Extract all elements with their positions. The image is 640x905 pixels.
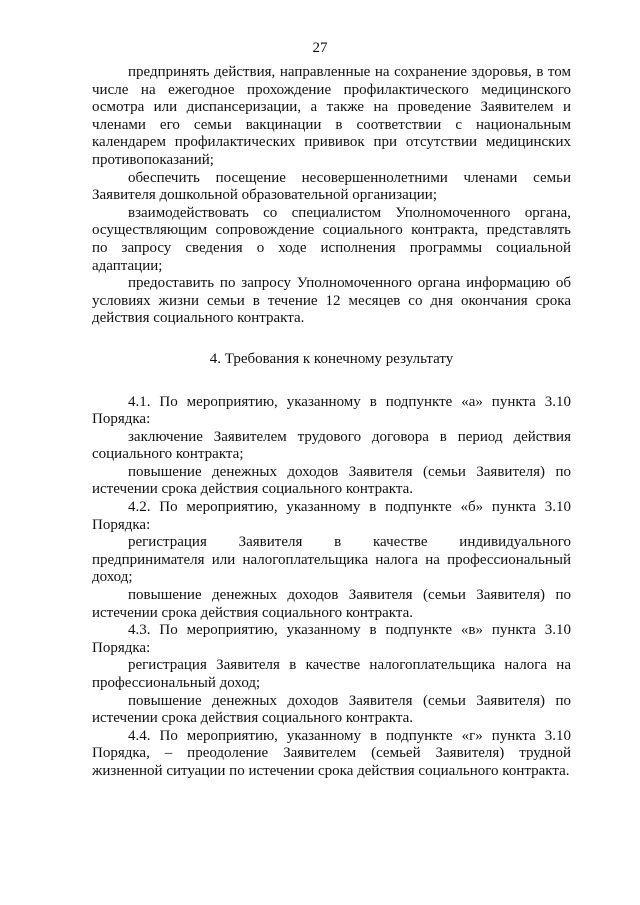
paragraph-4-4: 4.4. По мероприятию, указанному в подпункте «г» пункта 3.10 Порядка, – преодоление Заявителем (семьей Заявителя) трудной жизненной ситуации по истечении срока действия социального контракта. [92, 727, 571, 779]
paragraph-4-2-income: повышение денежных доходов Заявителя (семьи Заявителя) по истечении срока действия социального контракта. [92, 587, 571, 621]
paragraph-4-3-income: повышение денежных доходов Заявителя (семьи Заявителя) по истечении срока действия социального контракта. [92, 692, 571, 727]
paragraph-4-1-income: повышение денежных доходов Заявителя (семьи Заявителя) по истечении срока действия социального контракта. [92, 463, 571, 498]
paragraph-4-3-registration: регистрация Заявителя в качестве налогоплательщика налога на профессиональный доход; [92, 657, 571, 691]
page-number: 27 [312, 40, 328, 56]
paragraph-4-1-employment: заключение Заявителем трудового договора в период действия социального контракта; [92, 428, 571, 463]
paragraph-4-1: 4.1. По мероприятию, указанному в подпункте «а» пункта 3.10 Порядка: [92, 393, 571, 428]
document-body [92, 64, 571, 781]
paragraph-cooperate-specialist: взаимодействовать со специалистом Уполномоченного органа, осуществляющим сопровождение социального контракта, представлять по запросу сведения о ходе исполнения программы социальной адаптации; [92, 204, 571, 274]
paragraph-4-2: 4.2. По мероприятию, указанному в подпункте «б» пункта 3.10 Порядка: [92, 499, 571, 533]
section-heading: 4. Требования к конечному результату [209, 350, 454, 367]
paragraph-provide-information: предоставить по запросу Уполномоченного органа информацию об условиях жизни семьи в течение 12 месяцев со дня окончания срока действия социального контракта. [92, 275, 571, 327]
paragraph-health-actions: предпринять действия, направленные на сохранение здоровья, в том числе на ежегодное прохождение профилактического медицинского осмотра или диспансеризации, а также на проведение Заявителем и членами его семьи вакцинации в соответствии с национальным календарем профилактических прививок при отсутствии медицинских противопоказаний; [92, 64, 571, 168]
paragraph-preschool-attendance: обеспечить посещение несовершеннолетними членами семьи Заявителя дошкольной образовательной организации; [92, 169, 571, 204]
paragraph-4-2-registration: регистрация Заявителя в качестве индивидуального предпринимателя или налогоплательщика налога на профессиональный доход; [92, 534, 571, 586]
paragraph-4-3: 4.3. По мероприятию, указанному в подпункте «в» пункта 3.10 Порядка: [92, 622, 571, 656]
